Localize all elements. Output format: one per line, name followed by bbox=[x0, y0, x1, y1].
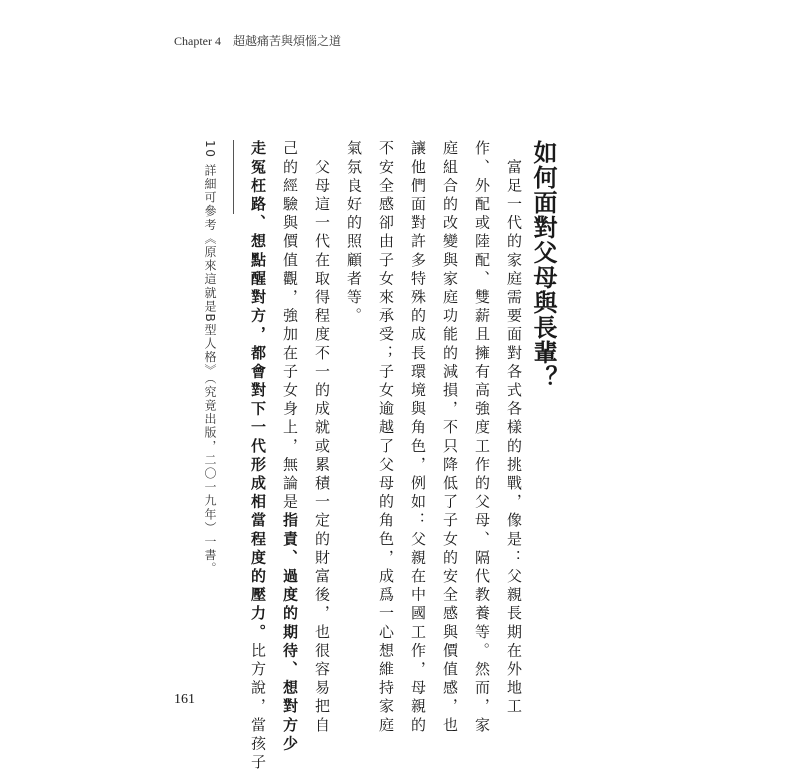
chapter-label: Chapter 4 bbox=[174, 34, 221, 48]
emphasis-text-1: 指責、過度的期待、想對方少 bbox=[281, 512, 299, 754]
body-column-9 bbox=[250, 140, 265, 772]
body-column-3: 庭組合的改變與家庭功能的減損，不只降低了子女的安全感與價值感，也 bbox=[441, 140, 459, 736]
emphasis-text-2: 走冤枉路、想點醒對方，都會對下一代形成相當程度的壓力。 bbox=[249, 140, 267, 643]
body-column-8-text: 己的經驗與價值觀，強加在子女身上，無論是 bbox=[281, 140, 299, 512]
body-column-8 bbox=[282, 140, 297, 754]
body-column-7-text: 父母這一代在取得程度不一的成就或累積一定的財富後，也很容易把自 bbox=[313, 140, 331, 736]
body-column-2: 作、外配或陸配、雙薪且擁有高強度工作的父母、隔代教養等。然而，家 bbox=[473, 140, 491, 736]
body-column-1: 富足一代的家庭需要面對各式各樣的挑戰，像是：父親長期在外地工 bbox=[505, 140, 523, 717]
section-title: 如何面對父母與長輩？ bbox=[529, 140, 557, 390]
chapter-title: 超越痛苦與煩惱之道 bbox=[233, 34, 342, 48]
body-column-7 bbox=[314, 140, 329, 735]
body-column-5: 不安全感卻由子女來承受；子女逾越了父母的角色，成爲一心想維持家庭 bbox=[377, 140, 395, 736]
body-column-6: 氣氛良好的照顧者等。 bbox=[345, 140, 363, 326]
running-head bbox=[174, 32, 353, 49]
body-column-4: 讓他們面對許多特殊的成長環境與角色，例如：父親在中國工作，母親的 bbox=[409, 140, 427, 736]
footnote: 10 詳細可參考《原來這就是B型人格》（究竟出版，二〇一九年）一書。 bbox=[203, 140, 217, 576]
page-number: 161 bbox=[174, 692, 195, 707]
body-column-9-tail: 比方說，當孩子 bbox=[249, 642, 267, 772]
footnote-rule bbox=[233, 140, 234, 214]
